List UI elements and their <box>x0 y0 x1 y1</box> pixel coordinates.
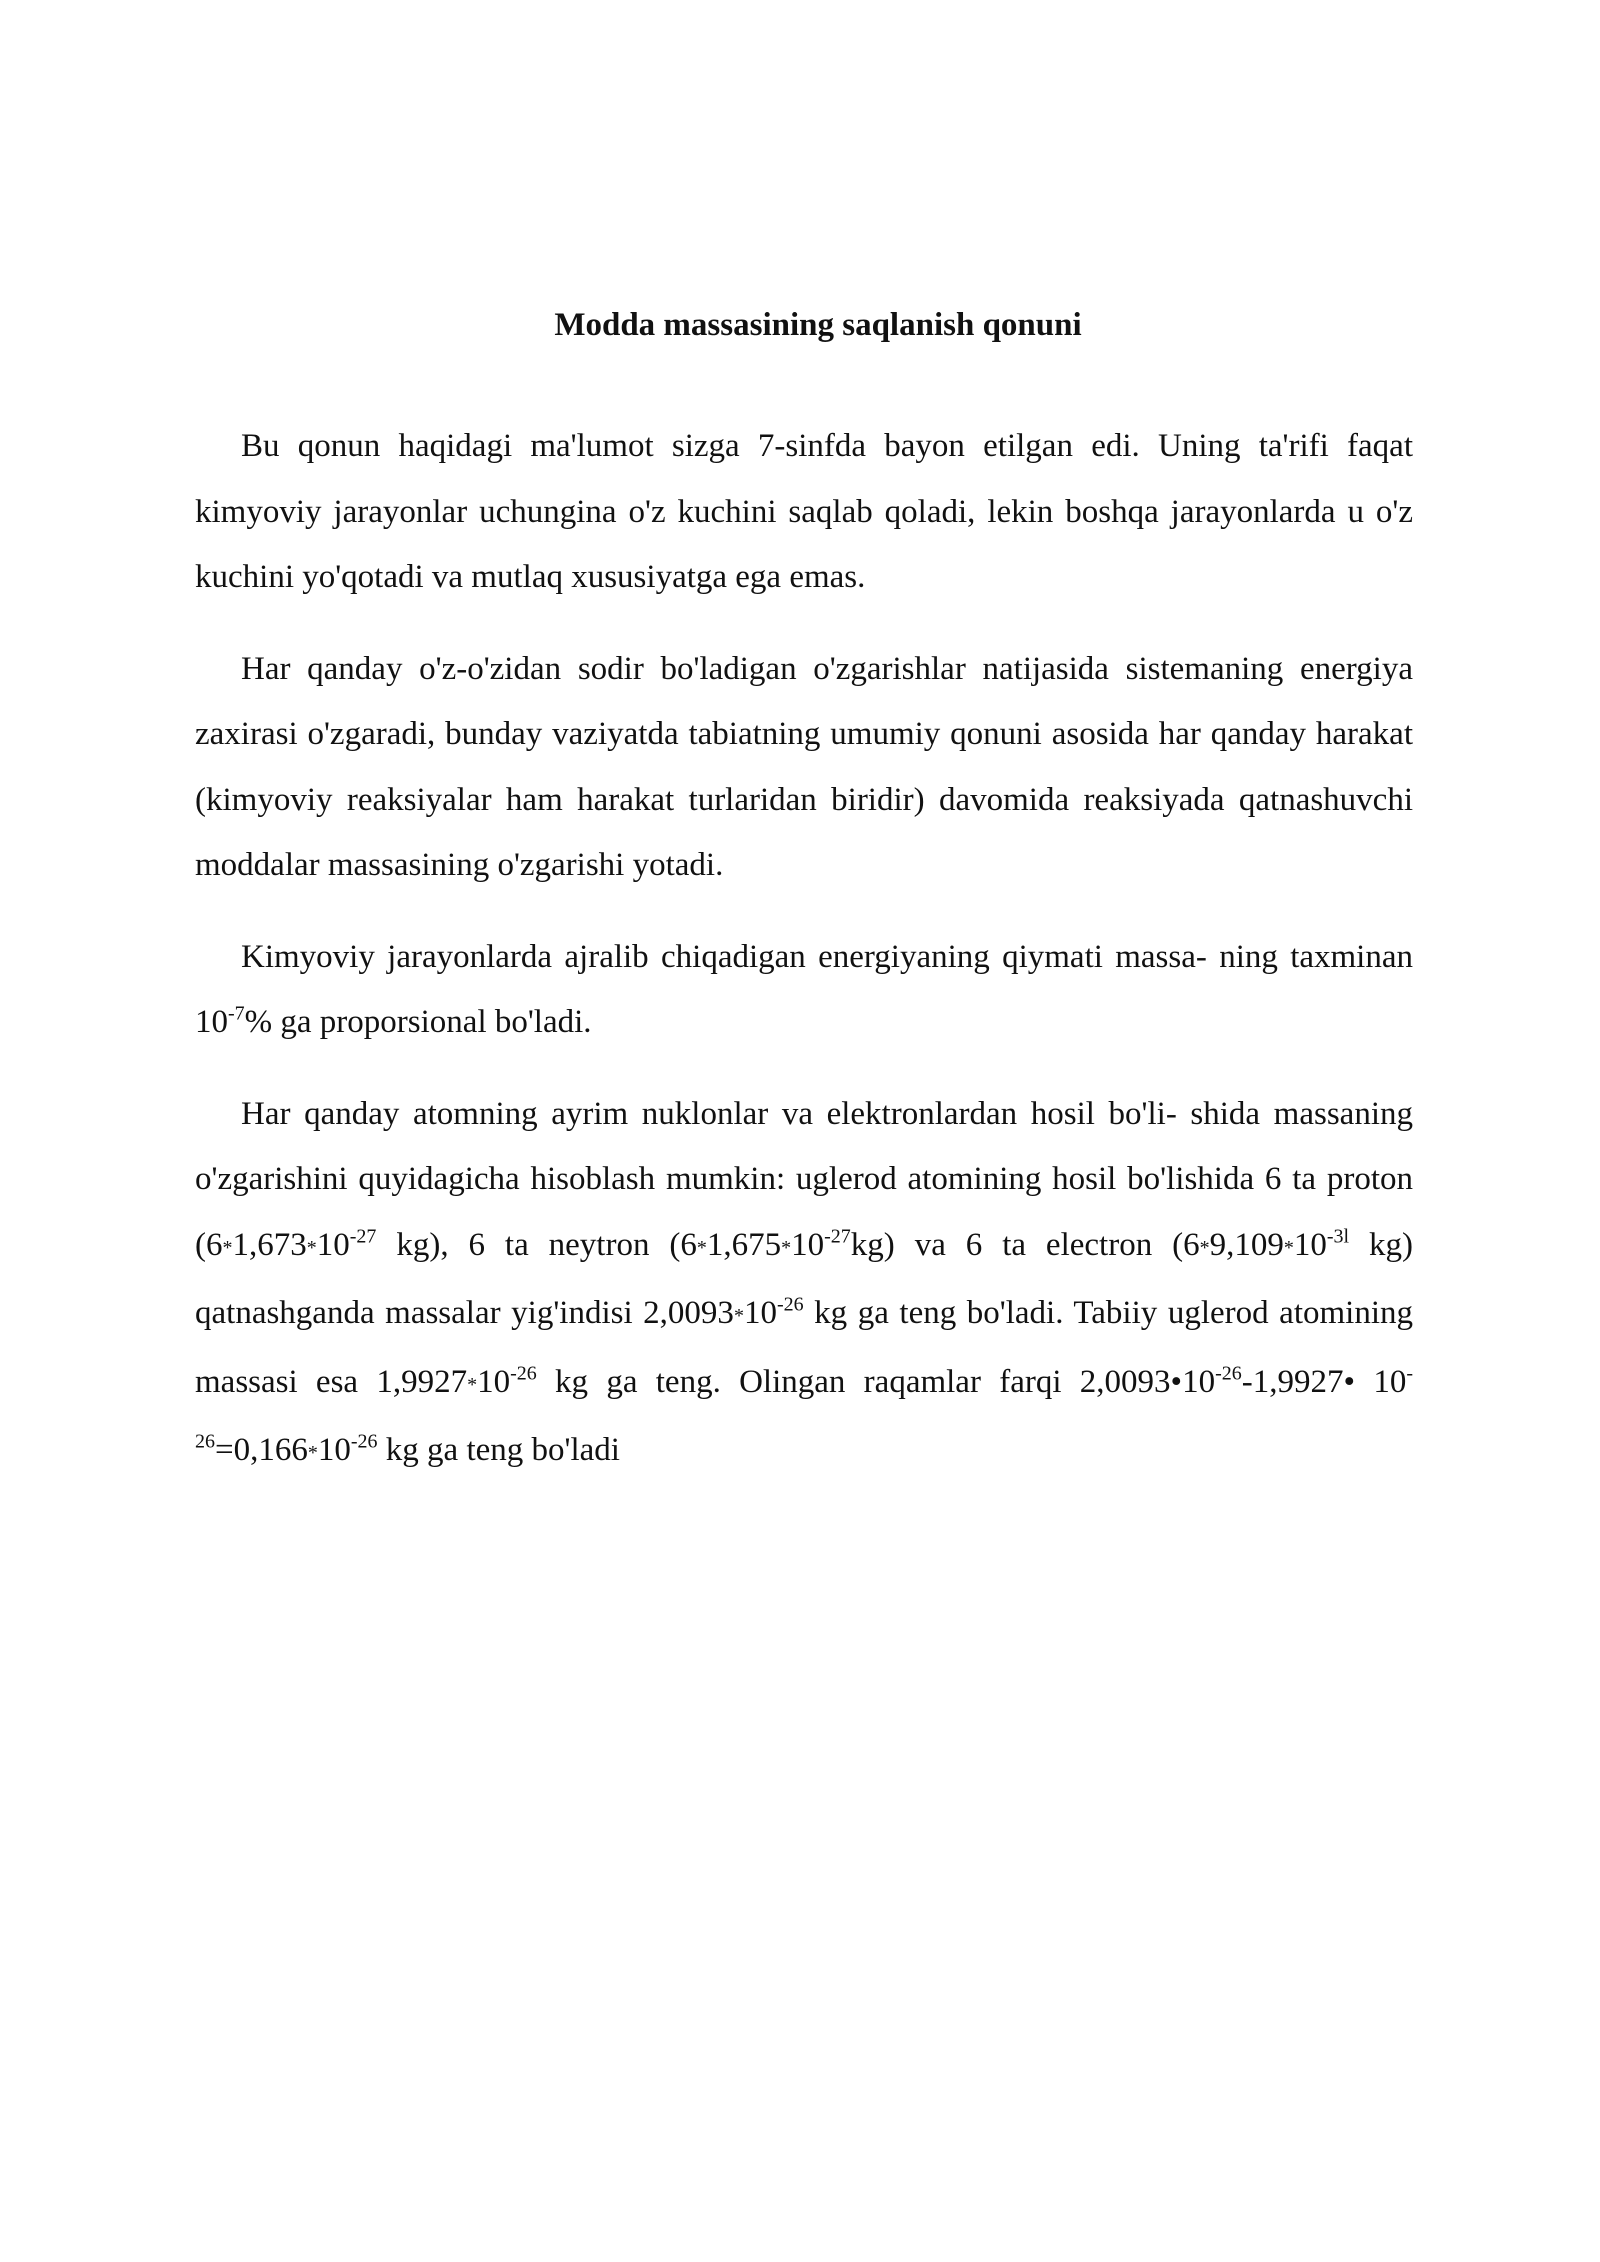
paragraph-3 <box>195 925 1413 1056</box>
text-run: Har qanday atomning ayrim nuklonlar va elektronlardan hosil bo'li- shida massaning o'zgarishini quyidagicha hisoblash mumkin: uglerod atomining hosil bo'lishida 6 ta proton (6 <box>195 1095 1413 1263</box>
superscript-exponent: -26 <box>350 1430 378 1453</box>
superscript-exponent: -7 <box>228 1002 245 1025</box>
superscript-exponent: -26 <box>510 1362 537 1385</box>
text-run: kg ga teng. Olingan raqamlar farqi 2,0093•10 <box>536 1363 1216 1400</box>
multiplication-sign: * <box>733 1305 744 1327</box>
text-run: 10 <box>317 1432 351 1468</box>
text-run: 10 <box>743 1295 777 1331</box>
multiplication-sign: * <box>1283 1236 1294 1259</box>
document-body <box>195 414 1413 1513</box>
text-run: 9,109 <box>1209 1226 1284 1263</box>
paragraph-2 <box>195 637 1413 899</box>
multiplication-sign: * <box>1199 1236 1210 1259</box>
multiplication-sign: * <box>307 1442 318 1464</box>
paragraph-1 <box>195 414 1413 611</box>
text-run: kg ga teng bo'ladi <box>377 1432 620 1468</box>
text-run: -1,9927• 10 <box>1241 1363 1407 1400</box>
text-run: 10 <box>316 1226 350 1263</box>
superscript-exponent: -27 <box>824 1225 851 1248</box>
superscript-exponent: -26 <box>776 1293 804 1316</box>
text-run: 1,673 <box>232 1226 307 1263</box>
text-run: kg) va 6 ta electron (6 <box>850 1226 1200 1263</box>
text-run: kg), 6 ta neytron (6 <box>376 1226 697 1263</box>
paragraph-4 <box>195 1082 1413 1487</box>
text-run: 10 <box>791 1226 825 1263</box>
text-run: 10 <box>1293 1226 1327 1263</box>
text-run: Kimyoviy jarayonlarda ajralib chiqadigan energiyaning qiymati massa- ning taxminan 10 <box>195 938 1413 1040</box>
text-run: Har qanday o'z-o'zidan sodir bo'ladigan o'zgarishlar natijasida sistemaning energiya zaxirasi o'zgaradi, bunday vaziyatda tabiatning umumiy qonuni asosida har qanday harakat (kimyoviy reaksiyalar ham harakat turlaridan biridir) davomida reaksiyada qatnashuvchi moddalar massasining o'zgarishi yotadi. <box>195 650 1413 883</box>
text-run: Bu qonun haqidagi ma'lumot sizga 7-sinfda bayon etilgan edi. Uning ta'rifi faqat kimyoviy jarayonlar uchungina o'z kuchini saqlab qoladi, lekin boshqa jarayonlarda u o'z kuchini yo'qotadi va mutlaq xususiyatga ega emas. <box>195 428 1413 595</box>
multiplication-sign: * <box>781 1236 792 1259</box>
superscript-exponent: -26 <box>1215 1362 1242 1385</box>
document-title: Modda massasining saqlanish qonuni <box>554 307 1082 343</box>
text-run: 10 <box>477 1363 511 1400</box>
superscript-exponent: -3l <box>1326 1225 1350 1248</box>
text-run: % ga proporsional bo'ladi. <box>244 1004 592 1040</box>
text-run: kg) qatnashganda massalar yig'indisi 2,0093 <box>195 1226 1413 1331</box>
multiplication-sign: * <box>696 1236 707 1259</box>
text-run: kg ga teng bo'ladi. Tabiiy uglerod atomining massasi esa 1,9927 <box>195 1295 1414 1400</box>
text-run: 1,675 <box>706 1226 782 1263</box>
multiplication-sign: * <box>222 1236 233 1259</box>
superscript-exponent: -27 <box>349 1225 377 1248</box>
multiplication-sign: * <box>467 1373 478 1396</box>
multiplication-sign: * <box>306 1236 317 1259</box>
superscript-exponent: -26 <box>195 1362 1414 1453</box>
text-run: =0,166 <box>215 1432 308 1468</box>
